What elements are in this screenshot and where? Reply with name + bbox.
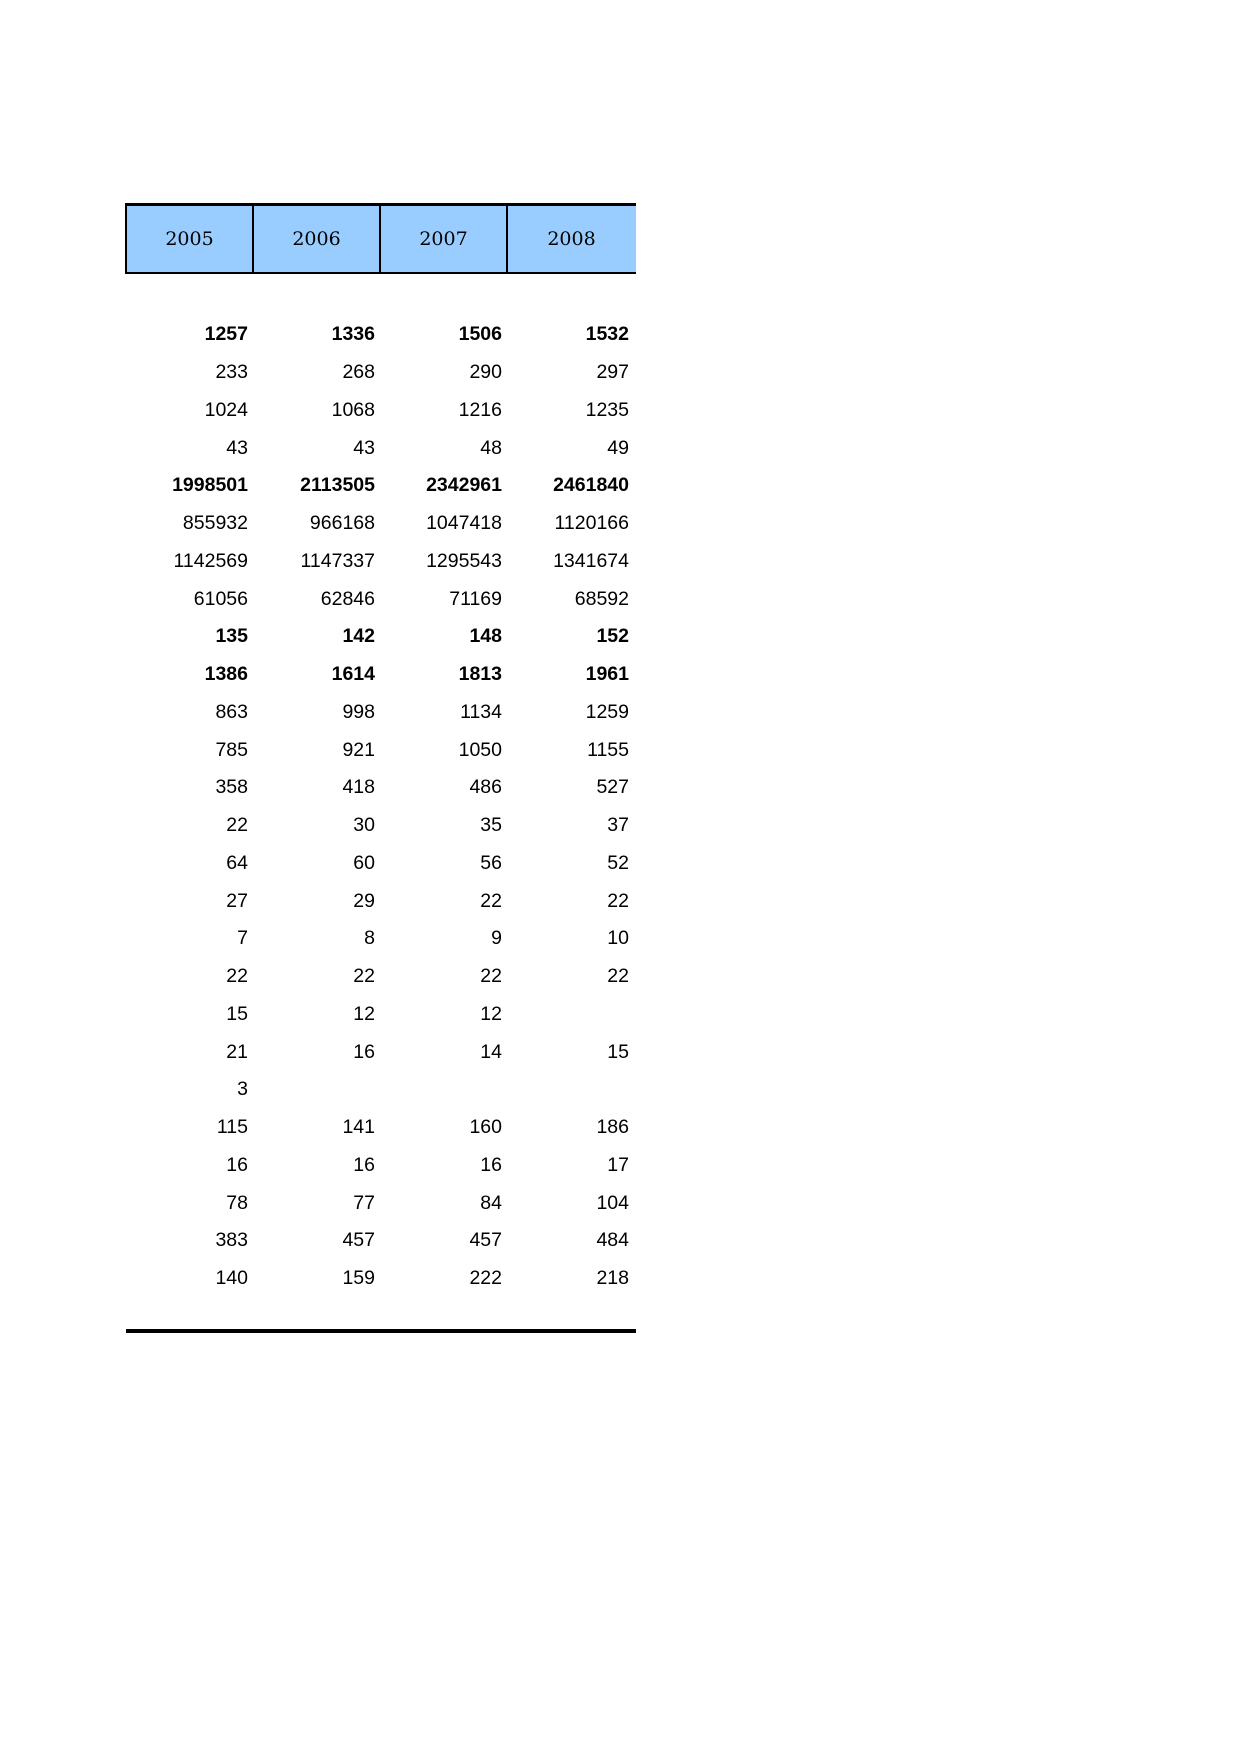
table-cell: 1257 xyxy=(204,323,248,346)
table-cell: 71169 xyxy=(449,587,502,610)
table-cell: 8 xyxy=(364,927,375,950)
table-row xyxy=(125,618,636,656)
table-cell: 160 xyxy=(469,1116,502,1139)
table-row xyxy=(125,1147,636,1185)
table-cell: 358 xyxy=(215,776,248,799)
table-cell: 297 xyxy=(596,361,629,384)
table-row xyxy=(125,543,636,581)
table-cell: 1120166 xyxy=(554,512,629,535)
table-row xyxy=(125,1109,636,1147)
table-cell: 37 xyxy=(607,814,629,837)
table-row xyxy=(125,316,636,354)
table-cell: 68592 xyxy=(574,587,629,610)
table-cell: 1142569 xyxy=(173,549,248,572)
table-cell: 1216 xyxy=(458,398,502,421)
table-cell: 1961 xyxy=(585,663,629,686)
column-header-2008: 2008 xyxy=(547,228,596,250)
table-cell: 17 xyxy=(607,1153,629,1176)
table-cell: 14 xyxy=(480,1040,502,1063)
table-cell: 22 xyxy=(353,965,375,988)
table-cell: 135 xyxy=(215,625,248,648)
table-cell: 1386 xyxy=(204,663,248,686)
table-cell: 222 xyxy=(469,1267,502,1290)
table-cell: 78 xyxy=(226,1191,248,1214)
table-cell: 15 xyxy=(607,1040,629,1063)
table-row xyxy=(125,467,636,505)
table-cell: 966168 xyxy=(309,512,375,535)
table-row xyxy=(125,731,636,769)
table-cell: 152 xyxy=(596,625,629,648)
table-cell: 27 xyxy=(226,889,248,912)
table-row xyxy=(125,1184,636,1222)
table-body xyxy=(125,316,636,1298)
table-cell: 77 xyxy=(353,1191,375,1214)
table-cell: 148 xyxy=(469,625,502,648)
table-cell: 1506 xyxy=(458,323,502,346)
table-row xyxy=(125,505,636,543)
table-cell: 64 xyxy=(226,851,248,874)
table-cell: 1259 xyxy=(585,700,629,723)
table-row xyxy=(125,807,636,845)
table-cell: 486 xyxy=(469,776,502,799)
table-row xyxy=(125,882,636,920)
table-row xyxy=(125,1033,636,1071)
table-row xyxy=(125,996,636,1034)
table-row xyxy=(125,769,636,807)
table-row xyxy=(125,920,636,958)
table-cell: 186 xyxy=(596,1116,629,1139)
table-cell: 1147337 xyxy=(300,549,375,572)
table-cell: 84 xyxy=(480,1191,502,1214)
table-cell: 60 xyxy=(353,851,375,874)
table-row xyxy=(125,845,636,883)
table-header-row xyxy=(125,203,636,274)
table-cell: 233 xyxy=(215,361,248,384)
table-row xyxy=(125,1222,636,1260)
table-cell: 7 xyxy=(237,927,248,950)
table-cell: 22 xyxy=(226,814,248,837)
table-cell: 383 xyxy=(215,1229,248,1252)
table-cell: 1998501 xyxy=(172,474,248,497)
table-cell: 16 xyxy=(226,1153,248,1176)
table-cell: 290 xyxy=(469,361,502,384)
table-cell: 1341674 xyxy=(553,549,629,572)
table-row xyxy=(125,580,636,618)
table-cell: 43 xyxy=(226,436,248,459)
table-cell: 268 xyxy=(342,361,375,384)
table-cell: 115 xyxy=(216,1116,248,1139)
table-cell: 12 xyxy=(353,1002,375,1025)
table-cell: 527 xyxy=(596,776,629,799)
table-cell: 140 xyxy=(215,1267,248,1290)
table-cell: 15 xyxy=(226,1002,248,1025)
table-cell: 2113505 xyxy=(300,474,375,497)
table-cell: 921 xyxy=(342,738,375,761)
table-cell: 22 xyxy=(480,965,502,988)
table-cell: 1336 xyxy=(331,323,375,346)
table-cell: 43 xyxy=(353,436,375,459)
table-cell: 457 xyxy=(342,1229,375,1252)
table-cell: 30 xyxy=(353,814,375,837)
table-cell: 1295543 xyxy=(426,549,502,572)
table-cell: 159 xyxy=(342,1267,375,1290)
table-cell: 21 xyxy=(226,1040,248,1063)
column-header-2006: 2006 xyxy=(254,206,381,272)
table-row xyxy=(125,656,636,694)
table-cell: 457 xyxy=(469,1229,502,1252)
table-cell: 16 xyxy=(353,1040,375,1063)
table-cell: 1532 xyxy=(585,323,629,346)
table-cell: 49 xyxy=(607,436,629,459)
table-cell: 52 xyxy=(607,851,629,874)
table-cell: 22 xyxy=(607,965,629,988)
table-row xyxy=(125,1071,636,1109)
table-row xyxy=(125,694,636,732)
table-cell: 863 xyxy=(215,700,248,723)
table-cell: 484 xyxy=(596,1229,629,1252)
table-cell: 1050 xyxy=(458,738,502,761)
data-table xyxy=(125,203,636,1298)
table-cell: 1614 xyxy=(331,663,375,686)
table-cell: 1024 xyxy=(204,398,248,421)
table-row xyxy=(125,429,636,467)
table-cell: 104 xyxy=(596,1191,629,1214)
table-bottom-rule xyxy=(126,1329,636,1333)
table-cell: 35 xyxy=(480,814,502,837)
column-header-2007: 2007 xyxy=(381,206,508,272)
table-row xyxy=(125,392,636,430)
table-cell: 22 xyxy=(226,965,248,988)
table-cell: 12 xyxy=(480,1002,502,1025)
table-cell: 1155 xyxy=(587,738,629,761)
table-cell: 61056 xyxy=(193,587,248,610)
column-header-2005: 2005 xyxy=(127,206,254,272)
table-row xyxy=(125,958,636,996)
table-cell: 1068 xyxy=(331,398,375,421)
table-cell: 62846 xyxy=(320,587,375,610)
table-cell: 785 xyxy=(215,738,248,761)
table-cell: 855932 xyxy=(182,512,248,535)
table-cell: 2461840 xyxy=(553,474,629,497)
table-cell: 22 xyxy=(480,889,502,912)
table-cell: 2342961 xyxy=(426,474,502,497)
table-cell: 1235 xyxy=(585,398,629,421)
table-cell: 22 xyxy=(607,889,629,912)
table-cell: 10 xyxy=(607,927,629,950)
table-cell: 9 xyxy=(491,927,502,950)
table-cell: 1813 xyxy=(458,663,502,686)
table-cell: 48 xyxy=(480,436,502,459)
table-cell: 1134 xyxy=(460,700,502,723)
table-cell: 16 xyxy=(353,1153,375,1176)
table-cell: 418 xyxy=(342,776,375,799)
table-cell: 29 xyxy=(353,889,375,912)
table-cell: 218 xyxy=(596,1267,629,1290)
table-cell: 1047418 xyxy=(426,512,502,535)
table-cell: 142 xyxy=(342,625,375,648)
table-row xyxy=(125,1260,636,1298)
table-cell: 998 xyxy=(342,700,375,723)
table-cell: 56 xyxy=(480,851,502,874)
table-row xyxy=(125,354,636,392)
table-cell: 141 xyxy=(342,1116,375,1139)
table-cell: 3 xyxy=(237,1078,248,1101)
table-cell: 16 xyxy=(480,1153,502,1176)
